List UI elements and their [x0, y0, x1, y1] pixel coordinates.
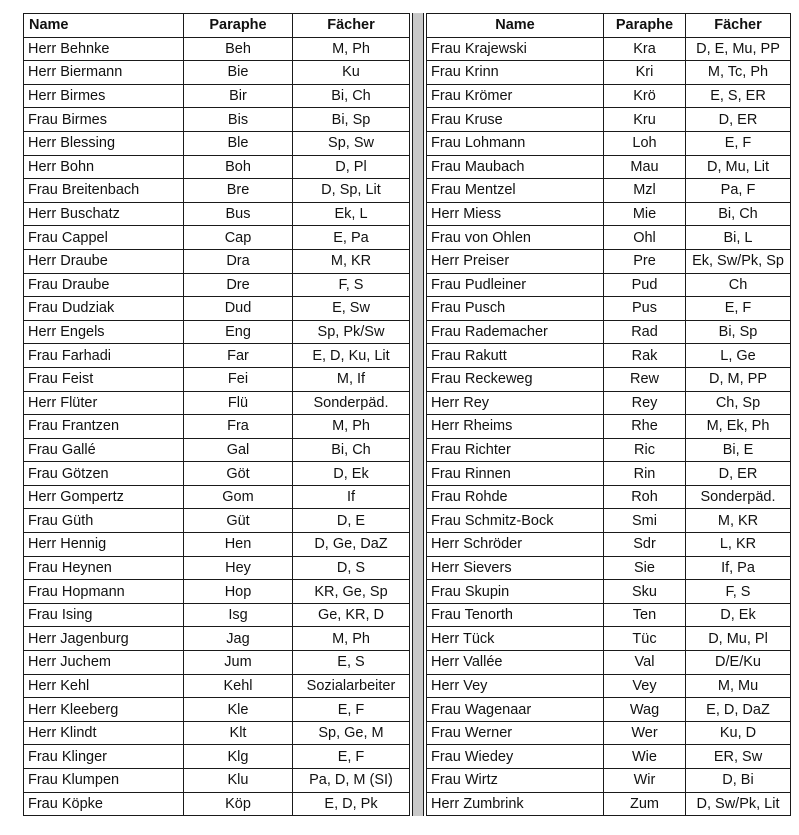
staff-paraphe: Mzl	[604, 179, 686, 203]
table-row	[24, 179, 410, 203]
table-row	[427, 131, 791, 155]
staff-name: Frau Krömer	[427, 84, 604, 108]
table-row	[427, 344, 791, 368]
staff-name: Herr Behnke	[24, 37, 184, 61]
staff-faecher: Bi, Sp	[293, 108, 410, 132]
table-row	[24, 721, 410, 745]
staff-name: Herr Kehl	[24, 674, 184, 698]
staff-paraphe: Kra	[604, 37, 686, 61]
staff-name: Herr Flüter	[24, 391, 184, 415]
staff-faecher: Bi, Ch	[293, 84, 410, 108]
staff-name: Frau Reckeweg	[427, 367, 604, 391]
table-row	[427, 745, 791, 769]
table-row	[427, 603, 791, 627]
staff-paraphe: Ten	[604, 603, 686, 627]
staff-faecher: D, Sp, Lit	[293, 179, 410, 203]
staff-name: Frau Rinnen	[427, 462, 604, 486]
table-row	[427, 226, 791, 250]
table-row	[427, 273, 791, 297]
staff-faecher: M, Ek, Ph	[686, 415, 791, 439]
staff-paraphe: Smi	[604, 509, 686, 533]
staff-name: Frau Frantzen	[24, 415, 184, 439]
staff-name: Frau Skupin	[427, 580, 604, 604]
staff-faecher: Ku	[293, 61, 410, 85]
staff-name: Herr Vey	[427, 674, 604, 698]
table-row	[427, 415, 791, 439]
table-row	[427, 84, 791, 108]
staff-faecher: F, S	[686, 580, 791, 604]
table-row	[24, 391, 410, 415]
staff-faecher: Bi, E	[686, 438, 791, 462]
staff-paraphe: Wie	[604, 745, 686, 769]
staff-faecher: D, ER	[686, 108, 791, 132]
staff-faecher: D, E, Mu, PP	[686, 37, 791, 61]
staff-paraphe: Rhe	[604, 415, 686, 439]
staff-paraphe: Wir	[604, 769, 686, 793]
staff-faecher: D, Mu, Pl	[686, 627, 791, 651]
staff-name: Frau Schmitz-Bock	[427, 509, 604, 533]
staff-faecher: Bi, Ch	[293, 438, 410, 462]
staff-paraphe: Jag	[184, 627, 293, 651]
staff-faecher: Ek, Sw/Pk, Sp	[686, 249, 791, 273]
staff-faecher: Ek, L	[293, 202, 410, 226]
table-row	[24, 651, 410, 675]
staff-name: Herr Blessing	[24, 131, 184, 155]
staff-paraphe: Bus	[184, 202, 293, 226]
staff-name: Frau Maubach	[427, 155, 604, 179]
staff-faecher: D, Ek	[293, 462, 410, 486]
staff-name: Herr Engels	[24, 320, 184, 344]
staff-name: Herr Zumbrink	[427, 792, 604, 816]
table-row	[24, 367, 410, 391]
table-row	[24, 320, 410, 344]
table-row	[427, 108, 791, 132]
staff-paraphe: Kle	[184, 698, 293, 722]
staff-paraphe: Cap	[184, 226, 293, 250]
table-row	[427, 627, 791, 651]
staff-name: Frau Wagenaar	[427, 698, 604, 722]
staff-paraphe: Jum	[184, 651, 293, 675]
table-row	[24, 108, 410, 132]
staff-name: Frau Feist	[24, 367, 184, 391]
table-row	[24, 415, 410, 439]
staff-paraphe: Boh	[184, 155, 293, 179]
staff-name: Frau Farhadi	[24, 344, 184, 368]
staff-faecher: M, Mu	[686, 674, 791, 698]
column-header-name: Name	[427, 14, 604, 38]
staff-paraphe: Fei	[184, 367, 293, 391]
staff-faecher: D, S	[293, 556, 410, 580]
staff-name: Herr Biermann	[24, 61, 184, 85]
staff-paraphe: Ohl	[604, 226, 686, 250]
staff-faecher: E, S	[293, 651, 410, 675]
staff-name: Frau Birmes	[24, 108, 184, 132]
staff-paraphe: Far	[184, 344, 293, 368]
table-row	[24, 131, 410, 155]
table-row	[427, 580, 791, 604]
staff-paraphe: Sku	[604, 580, 686, 604]
staff-paraphe: Bis	[184, 108, 293, 132]
table-row	[427, 297, 791, 321]
staff-paraphe: Sie	[604, 556, 686, 580]
staff-name: Herr Jagenburg	[24, 627, 184, 651]
staff-name: Herr Juchem	[24, 651, 184, 675]
table-row	[427, 533, 791, 557]
staff-name: Frau Richter	[427, 438, 604, 462]
staff-paraphe: Fra	[184, 415, 293, 439]
staff-name: Frau Wirtz	[427, 769, 604, 793]
staff-name: Herr Schröder	[427, 533, 604, 557]
staff-name: Herr Sievers	[427, 556, 604, 580]
staff-paraphe: Roh	[604, 485, 686, 509]
staff-paraphe: Eng	[184, 320, 293, 344]
staff-faecher: E, Pa	[293, 226, 410, 250]
table-row	[24, 533, 410, 557]
staff-faecher: Sp, Ge, M	[293, 721, 410, 745]
table-row	[24, 674, 410, 698]
staff-paraphe: Mau	[604, 155, 686, 179]
staff-faecher: D/E/Ku	[686, 651, 791, 675]
table-row	[427, 320, 791, 344]
table-row	[24, 769, 410, 793]
staff-faecher: F, S	[293, 273, 410, 297]
staff-faecher: L, Ge	[686, 344, 791, 368]
staff-paraphe: Wag	[604, 698, 686, 722]
staff-paraphe: Zum	[604, 792, 686, 816]
table-row	[24, 485, 410, 509]
table-row	[427, 674, 791, 698]
table-row	[427, 462, 791, 486]
table-row	[24, 745, 410, 769]
staff-paraphe: Beh	[184, 37, 293, 61]
table-row	[427, 61, 791, 85]
staff-name: Frau Klinger	[24, 745, 184, 769]
column-header-faecher: Fächer	[293, 14, 410, 38]
staff-paraphe: Kehl	[184, 674, 293, 698]
staff-paraphe: Gom	[184, 485, 293, 509]
table-row	[24, 155, 410, 179]
staff-faecher: E, F	[686, 131, 791, 155]
table-row	[427, 249, 791, 273]
staff-faecher: Ch	[686, 273, 791, 297]
staff-paraphe: Kru	[604, 108, 686, 132]
table-row	[427, 509, 791, 533]
staff-paraphe: Ric	[604, 438, 686, 462]
table-row	[24, 226, 410, 250]
header-row	[427, 14, 791, 38]
staff-name: Frau Heynen	[24, 556, 184, 580]
staff-paraphe: Rad	[604, 320, 686, 344]
staff-paraphe: Köp	[184, 792, 293, 816]
table-row	[24, 297, 410, 321]
staff-name: Frau Klumpen	[24, 769, 184, 793]
table-row	[427, 155, 791, 179]
staff-faecher: Sonderpäd.	[293, 391, 410, 415]
staff-faecher: M, Ph	[293, 37, 410, 61]
staff-faecher: E, S, ER	[686, 84, 791, 108]
staff-faecher: Bi, Sp	[686, 320, 791, 344]
staff-paraphe: Rak	[604, 344, 686, 368]
table-row	[24, 462, 410, 486]
staff-faecher: M, Ph	[293, 627, 410, 651]
staff-paraphe: Krö	[604, 84, 686, 108]
staff-paraphe: Dra	[184, 249, 293, 273]
staff-paraphe: Gal	[184, 438, 293, 462]
staff-name: Frau Güth	[24, 509, 184, 533]
column-header-paraphe: Paraphe	[184, 14, 293, 38]
staff-name: Frau Götzen	[24, 462, 184, 486]
table-row	[427, 367, 791, 391]
staff-paraphe: Val	[604, 651, 686, 675]
table-row	[427, 438, 791, 462]
staff-name: Herr Vallée	[427, 651, 604, 675]
staff-paraphe: Klu	[184, 769, 293, 793]
table-row	[427, 556, 791, 580]
staff-name: Frau Pudleiner	[427, 273, 604, 297]
staff-name: Frau Mentzel	[427, 179, 604, 203]
staff-paraphe: Pus	[604, 297, 686, 321]
staff-faecher: M, If	[293, 367, 410, 391]
table-row	[427, 792, 791, 816]
staff-faecher: E, D, Pk	[293, 792, 410, 816]
staff-faecher: Sonderpäd.	[686, 485, 791, 509]
staff-name: Herr Rey	[427, 391, 604, 415]
staff-paraphe: Isg	[184, 603, 293, 627]
staff-faecher: E, F	[686, 297, 791, 321]
table-row	[427, 485, 791, 509]
staff-name: Frau Dudziak	[24, 297, 184, 321]
staff-faecher: M, KR	[293, 249, 410, 273]
staff-paraphe: Pud	[604, 273, 686, 297]
staff-name: Frau Krajewski	[427, 37, 604, 61]
staff-name: Frau Krinn	[427, 61, 604, 85]
staff-name: Frau Tenorth	[427, 603, 604, 627]
table-row	[24, 344, 410, 368]
staff-faecher: Pa, F	[686, 179, 791, 203]
staff-name: Herr Hennig	[24, 533, 184, 557]
staff-paraphe: Bie	[184, 61, 293, 85]
staff-name: Frau Gallé	[24, 438, 184, 462]
staff-paraphe: Dud	[184, 297, 293, 321]
staff-faecher: ER, Sw	[686, 745, 791, 769]
staff-name: Frau Wiedey	[427, 745, 604, 769]
staff-faecher: M, Ph	[293, 415, 410, 439]
staff-faecher: E, F	[293, 745, 410, 769]
staff-paraphe: Pre	[604, 249, 686, 273]
table-row	[427, 391, 791, 415]
staff-faecher: E, F	[293, 698, 410, 722]
staff-faecher: Ch, Sp	[686, 391, 791, 415]
column-header-name: Name	[24, 14, 184, 38]
staff-faecher: D, Sw/Pk, Lit	[686, 792, 791, 816]
staff-paraphe: Hop	[184, 580, 293, 604]
staff-paraphe: Güt	[184, 509, 293, 533]
staff-faecher: Ge, KR, D	[293, 603, 410, 627]
staff-name: Frau Kruse	[427, 108, 604, 132]
staff-name: Frau Pusch	[427, 297, 604, 321]
staff-paraphe: Klg	[184, 745, 293, 769]
staff-paraphe: Dre	[184, 273, 293, 297]
staff-faecher: Sp, Pk/Sw	[293, 320, 410, 344]
staff-name: Frau von Ohlen	[427, 226, 604, 250]
staff-name: Frau Breitenbach	[24, 179, 184, 203]
staff-paraphe: Kri	[604, 61, 686, 85]
column-header-paraphe: Paraphe	[604, 14, 686, 38]
table-row	[24, 273, 410, 297]
staff-faecher: D, ER	[686, 462, 791, 486]
table-row	[427, 721, 791, 745]
staff-paraphe: Hey	[184, 556, 293, 580]
staff-faecher: D, Mu, Lit	[686, 155, 791, 179]
staff-name: Herr Klindt	[24, 721, 184, 745]
staff-faecher: D, M, PP	[686, 367, 791, 391]
table-row	[24, 61, 410, 85]
staff-faecher: D, Pl	[293, 155, 410, 179]
staff-table-right	[426, 13, 791, 816]
staff-paraphe: Mie	[604, 202, 686, 226]
staff-name: Herr Tück	[427, 627, 604, 651]
staff-name: Frau Köpke	[24, 792, 184, 816]
staff-paraphe: Bir	[184, 84, 293, 108]
staff-name: Herr Miess	[427, 202, 604, 226]
table-row	[427, 698, 791, 722]
staff-faecher: E, Sw	[293, 297, 410, 321]
table-row	[24, 37, 410, 61]
staff-faecher: E, D, DaZ	[686, 698, 791, 722]
staff-paraphe: Flü	[184, 391, 293, 415]
staff-paraphe: Klt	[184, 721, 293, 745]
staff-faecher: L, KR	[686, 533, 791, 557]
staff-name: Herr Rheims	[427, 415, 604, 439]
staff-list	[23, 13, 791, 816]
staff-name: Herr Kleeberg	[24, 698, 184, 722]
staff-faecher: Sp, Sw	[293, 131, 410, 155]
staff-name: Frau Rademacher	[427, 320, 604, 344]
staff-faecher: D, Ge, DaZ	[293, 533, 410, 557]
staff-name: Herr Bohn	[24, 155, 184, 179]
staff-paraphe: Wer	[604, 721, 686, 745]
table-row	[24, 556, 410, 580]
table-row	[24, 84, 410, 108]
staff-name: Frau Werner	[427, 721, 604, 745]
staff-name: Frau Rohde	[427, 485, 604, 509]
table-row	[427, 179, 791, 203]
staff-name: Frau Ising	[24, 603, 184, 627]
table-row	[427, 202, 791, 226]
staff-table-left	[23, 13, 410, 816]
column-header-faecher: Fächer	[686, 14, 791, 38]
staff-paraphe: Loh	[604, 131, 686, 155]
staff-faecher: Bi, Ch	[686, 202, 791, 226]
table-row	[24, 603, 410, 627]
staff-paraphe: Rey	[604, 391, 686, 415]
table-row	[427, 37, 791, 61]
staff-name: Herr Draube	[24, 249, 184, 273]
column-divider	[412, 13, 424, 816]
staff-faecher: If, Pa	[686, 556, 791, 580]
staff-name: Frau Lohmann	[427, 131, 604, 155]
staff-faecher: If	[293, 485, 410, 509]
staff-faecher: M, KR	[686, 509, 791, 533]
staff-name: Herr Birmes	[24, 84, 184, 108]
staff-name: Herr Buschatz	[24, 202, 184, 226]
staff-faecher: KR, Ge, Sp	[293, 580, 410, 604]
staff-faecher: D, Ek	[686, 603, 791, 627]
staff-faecher: Pa, D, M (SI)	[293, 769, 410, 793]
table-row	[24, 509, 410, 533]
staff-name: Herr Preiser	[427, 249, 604, 273]
staff-name: Frau Rakutt	[427, 344, 604, 368]
staff-faecher: Bi, L	[686, 226, 791, 250]
table-row	[24, 202, 410, 226]
header-row	[24, 14, 410, 38]
staff-faecher: M, Tc, Ph	[686, 61, 791, 85]
staff-paraphe: Rew	[604, 367, 686, 391]
staff-paraphe: Vey	[604, 674, 686, 698]
staff-name: Frau Cappel	[24, 226, 184, 250]
table-row	[24, 698, 410, 722]
staff-paraphe: Hen	[184, 533, 293, 557]
table-row	[24, 792, 410, 816]
staff-faecher: D, Bi	[686, 769, 791, 793]
table-row	[24, 580, 410, 604]
staff-paraphe: Ble	[184, 131, 293, 155]
table-row	[427, 769, 791, 793]
staff-name: Frau Hopmann	[24, 580, 184, 604]
staff-faecher: E, D, Ku, Lit	[293, 344, 410, 368]
staff-paraphe: Bre	[184, 179, 293, 203]
staff-name: Frau Draube	[24, 273, 184, 297]
staff-paraphe: Sdr	[604, 533, 686, 557]
staff-faecher: Sozialarbeiter	[293, 674, 410, 698]
staff-faecher: Ku, D	[686, 721, 791, 745]
table-row	[24, 438, 410, 462]
staff-paraphe: Rin	[604, 462, 686, 486]
table-row	[24, 627, 410, 651]
table-row	[24, 249, 410, 273]
staff-name: Herr Gompertz	[24, 485, 184, 509]
staff-faecher: D, E	[293, 509, 410, 533]
table-row	[427, 651, 791, 675]
staff-paraphe: Göt	[184, 462, 293, 486]
staff-paraphe: Tüc	[604, 627, 686, 651]
